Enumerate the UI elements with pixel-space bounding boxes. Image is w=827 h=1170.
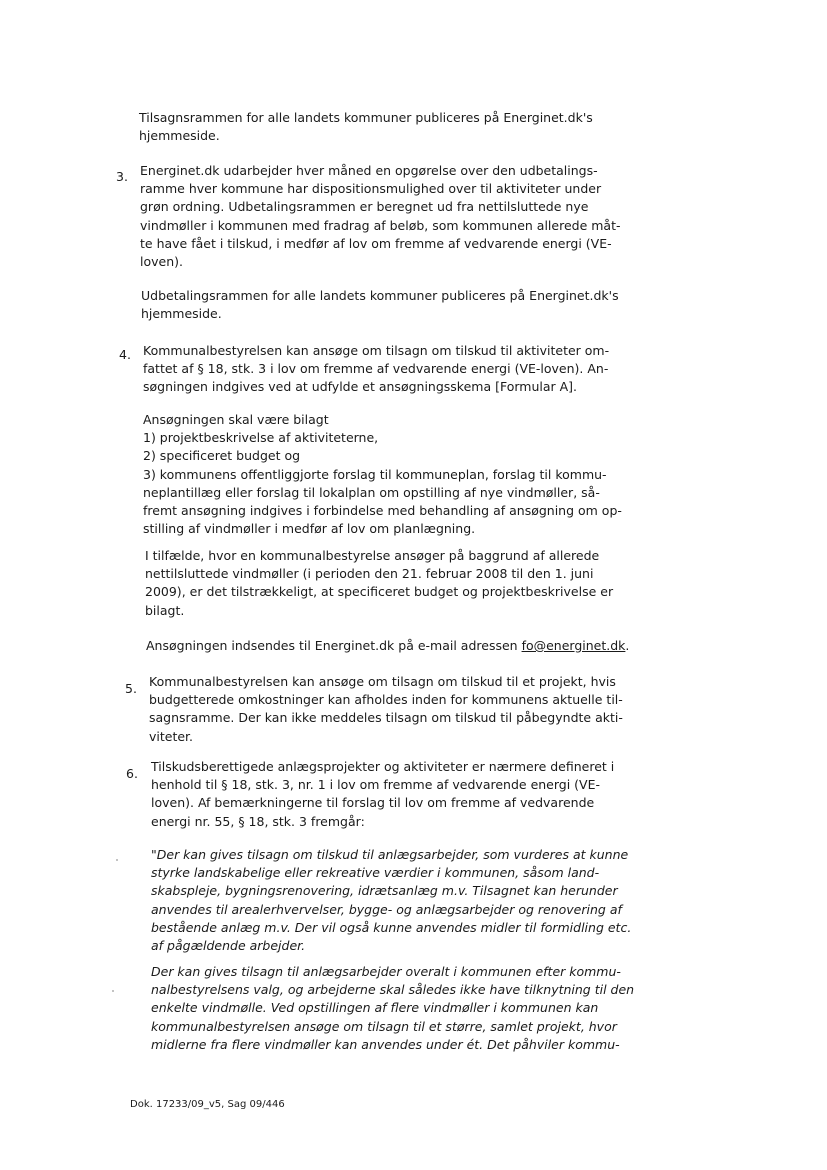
intro-paragraph: [139, 109, 593, 145]
text-line: fremt ansøgning indgives i forbindelse med behandling af ansøgning om op-: [143, 503, 622, 519]
text-line: neplantillæg eller forslag til lokalplan om opstilling af nye vindmøller, så-: [143, 484, 600, 500]
list-item: 2) specificeret budget og: [143, 448, 301, 464]
text-line: stilling af vindmøller i medfør af lov om planlægning.: [143, 521, 476, 537]
text-line: vindmøller i kommunen med fradrag af beløb, som kommunen allerede måt-: [140, 217, 621, 233]
item6-paragraph: [151, 758, 614, 831]
item3-paragraph-2: [141, 287, 619, 323]
text-line: midlerne fra flere vindmøller kan anvendes under ét. Det påhviler kommu-: [151, 1036, 620, 1052]
text-line: enkelte vindmølle. Ved opstillingen af flere vindmøller i kommunen kan: [151, 1000, 599, 1016]
text-line: Kommunalbestyrelsen kan ansøge om tilsagn om tilskud til aktiviteter om-: [143, 343, 610, 358]
text-line: Energinet.dk udarbejder hver måned en opgørelse over den udbetalings-: [140, 163, 598, 178]
item4-attachments-list: [143, 411, 622, 538]
text-line: budgetterede omkostninger kan afholdes inden for kommunens aktuelle til-: [149, 692, 623, 708]
text-line: fattet af § 18, stk. 3 i lov om fremme af vedvarende energi (VE-loven). An-: [143, 361, 609, 377]
text-line: Ansøgningen skal være bilagt: [143, 412, 329, 427]
text-line: bestående anlæg m.v. Der vil også kunne anvendes midler til formidling etc.: [151, 919, 632, 935]
period: .: [625, 638, 630, 653]
text-line: Kommunalbestyrelsen kan ansøge om tilsagn om tilskud til et projekt, hvis: [149, 674, 616, 689]
text-line: af pågældende arbejder.: [151, 938, 306, 954]
text-line: viteter.: [149, 728, 194, 744]
text-line: 2009), er det tilstrækkeligt, at specificeret budget og projektbeskrivelse er: [145, 584, 614, 600]
text-line: Tilskudsberettigede anlægsprojekter og aktiviteter er nærmere defineret i: [151, 759, 615, 774]
text-line: hjemmeside.: [141, 306, 222, 322]
item-number: 5.: [125, 681, 137, 696]
item4-paragraph-3: [145, 547, 613, 620]
text-line: nalbestyrelsens valg, og arbejderne skal således ikke have tilknytning til den: [151, 982, 635, 998]
text-line: grøn ordning. Udbetalingsrammen er beregnet ud fra nettilsluttede nye: [140, 199, 589, 215]
scan-artifact: [116, 859, 118, 861]
document-footer: Dok. 17233/09_v5, Sag 09/446: [130, 1099, 285, 1110]
item4-paragraph-4: [146, 637, 629, 655]
text-line: bilagt.: [145, 602, 185, 618]
list-item: 3) kommunens offentliggjorte forslag til kommuneplan, forslag til kommu-: [143, 466, 607, 482]
text-line: hjemmeside.: [139, 128, 220, 144]
scan-artifact: [112, 990, 114, 992]
item-number: 6.: [126, 766, 138, 781]
text-line: loven). Af bemærkningerne til forslag til lov om fremme af vedvarende: [151, 795, 595, 811]
submission-text: Ansøgningen indsendes til Energinet.dk på e-mail adressen: [146, 638, 522, 653]
text-line: nettilsluttede vindmøller (i perioden den 21. februar 2008 til den 1. juni: [145, 566, 594, 582]
text-line: ramme hver kommune har dispositionsmulighed over til aktiviteter under: [140, 181, 602, 197]
text-line: "Der kan gives tilsagn om tilskud til anlægsarbejder, som vurderes at kunne: [151, 847, 629, 862]
text-line: I tilfælde, hvor en kommunalbestyrelse ansøger på baggrund af allerede: [145, 548, 600, 563]
text-line: kommunalbestyrelsen ansøge om tilsagn til et større, samlet projekt, hvor: [151, 1018, 617, 1034]
text-line: energi nr. 55, § 18, stk. 3 fremgår:: [151, 813, 365, 829]
item-number: 4.: [119, 347, 131, 362]
text-line: [146, 637, 629, 655]
text-line: sagnsramme. Der kan ikke meddeles tilsagn om tilskud til påbegyndte akti-: [149, 710, 623, 726]
text-line: anvendes til arealerhvervelser, bygge- og anlægsarbejder og renovering af: [151, 901, 622, 917]
text-line: søgningen indgives ved at udfylde et ansøgningsskema [Formular A].: [143, 379, 578, 395]
text-line: te have fået i tilskud, i medfør af lov om fremme af vedvarende energi (VE-: [140, 235, 612, 251]
item5-paragraph: [149, 673, 623, 746]
item3-paragraph: [140, 162, 620, 271]
list-item: 1) projektbeskrivelse af aktiviteterne,: [143, 430, 379, 446]
item-number: 3.: [116, 169, 128, 184]
text-line: skabspleje, bygningsrenovering, idrætsanlæg m.v. Tilsagnet kan herunder: [151, 883, 618, 899]
text-line: Udbetalingsrammen for alle landets kommuner publiceres på Energinet.dk's: [141, 288, 619, 303]
text-line: henhold til § 18, stk. 3, nr. 1 i lov om fremme af vedvarende energi (VE-: [151, 777, 601, 793]
email-link[interactable]: fo@energinet.dk: [521, 638, 626, 653]
text-line: loven).: [140, 254, 183, 270]
law-quote-paragraph-1: [151, 846, 631, 955]
text-line: Tilsagnsrammen for alle landets kommuner publiceres på Energinet.dk's: [139, 110, 593, 125]
text-line: Der kan gives tilsagn til anlægsarbejder overalt i kommunen efter kommu-: [151, 964, 621, 979]
law-quote-paragraph-2: [151, 963, 634, 1054]
item4-paragraph: [143, 342, 609, 397]
text-line: styrke landskabelige eller rekreative værdier i kommunen, såsom land-: [151, 865, 600, 881]
